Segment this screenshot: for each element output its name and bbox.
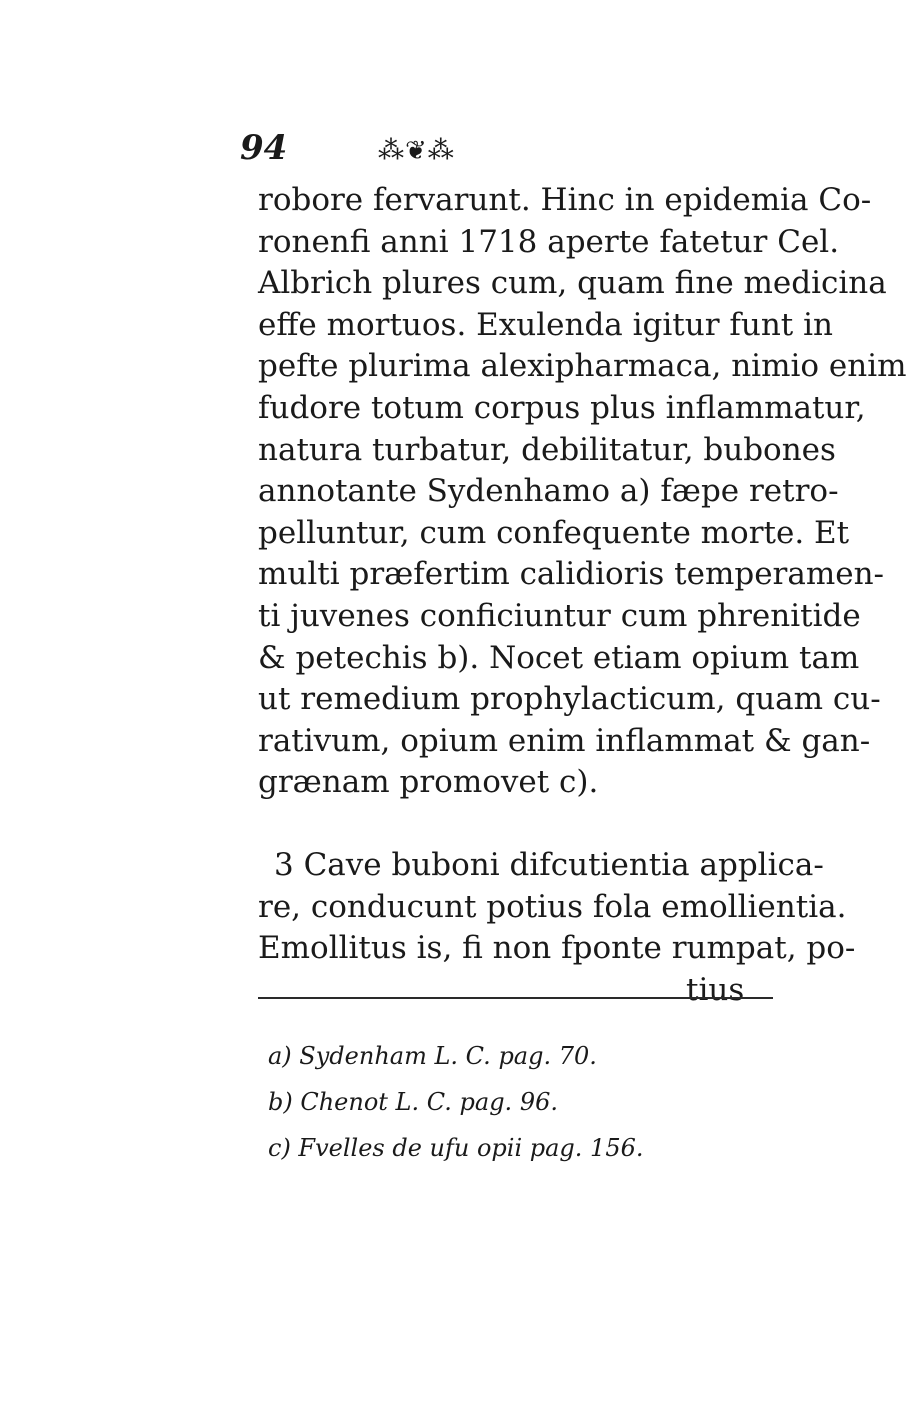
footnote-rule [258,997,773,999]
text-line: ronenfi anni 1718 aperte fatetur Cel. [258,223,840,260]
footnote-a: a) Sydenham L. C. pag. 70. [268,1042,597,1070]
text-line: natura turbatur, debilitatur, bubones [258,431,836,468]
text-line: pefte plurima alexipharmaca, nimio enim [258,348,907,385]
text-line: robore fervarunt. Hinc in epidemia Co- [258,182,872,218]
text-line: re, conducunt potius fola emollientia. [258,888,847,925]
text-line: effe mortuos. Exulenda igitur funt in [258,306,833,343]
page-number: 94 [240,128,288,168]
text-line: & petechis b). Nocet etiam opium tam [258,639,860,676]
text-line: grænam promovet c). [258,764,599,801]
paragraph-1 [258,180,907,804]
text-line: Albrich plures cum, quam fine medicina [258,265,887,302]
text-line: Emollitus is, fi non fponte rumpat, po- [258,930,856,967]
catchword: tius [686,971,745,1008]
text-line: ti juvenes conficiuntur cum phrenitide [258,597,861,634]
text-line: multi præfertim calidioris temperamen- [258,556,885,593]
text-line: pelluntur, cum confequente morte. Et [258,514,850,551]
text-line: 3 Cave buboni difcutientia applica- [274,846,824,883]
text-line: annotante Sydenhamo a) fæpe retro- [258,473,839,510]
header-ornament: ⁂❦⁂ [378,136,455,166]
page-header [240,128,600,178]
paragraph-2 [258,845,856,1011]
footnote-c: c) Fvelles de ufu opii pag. 156. [268,1134,644,1162]
text-line: ut remedium prophylacticum, quam cu- [258,681,881,718]
text-line: rativum, opium enim inflammat & gan- [258,722,871,759]
text-line: fudore totum corpus plus inflammatur, [258,389,866,426]
footnote-b: b) Chenot L. C. pag. 96. [268,1088,558,1116]
main-text [258,180,907,1011]
footnotes [268,1033,768,1171]
